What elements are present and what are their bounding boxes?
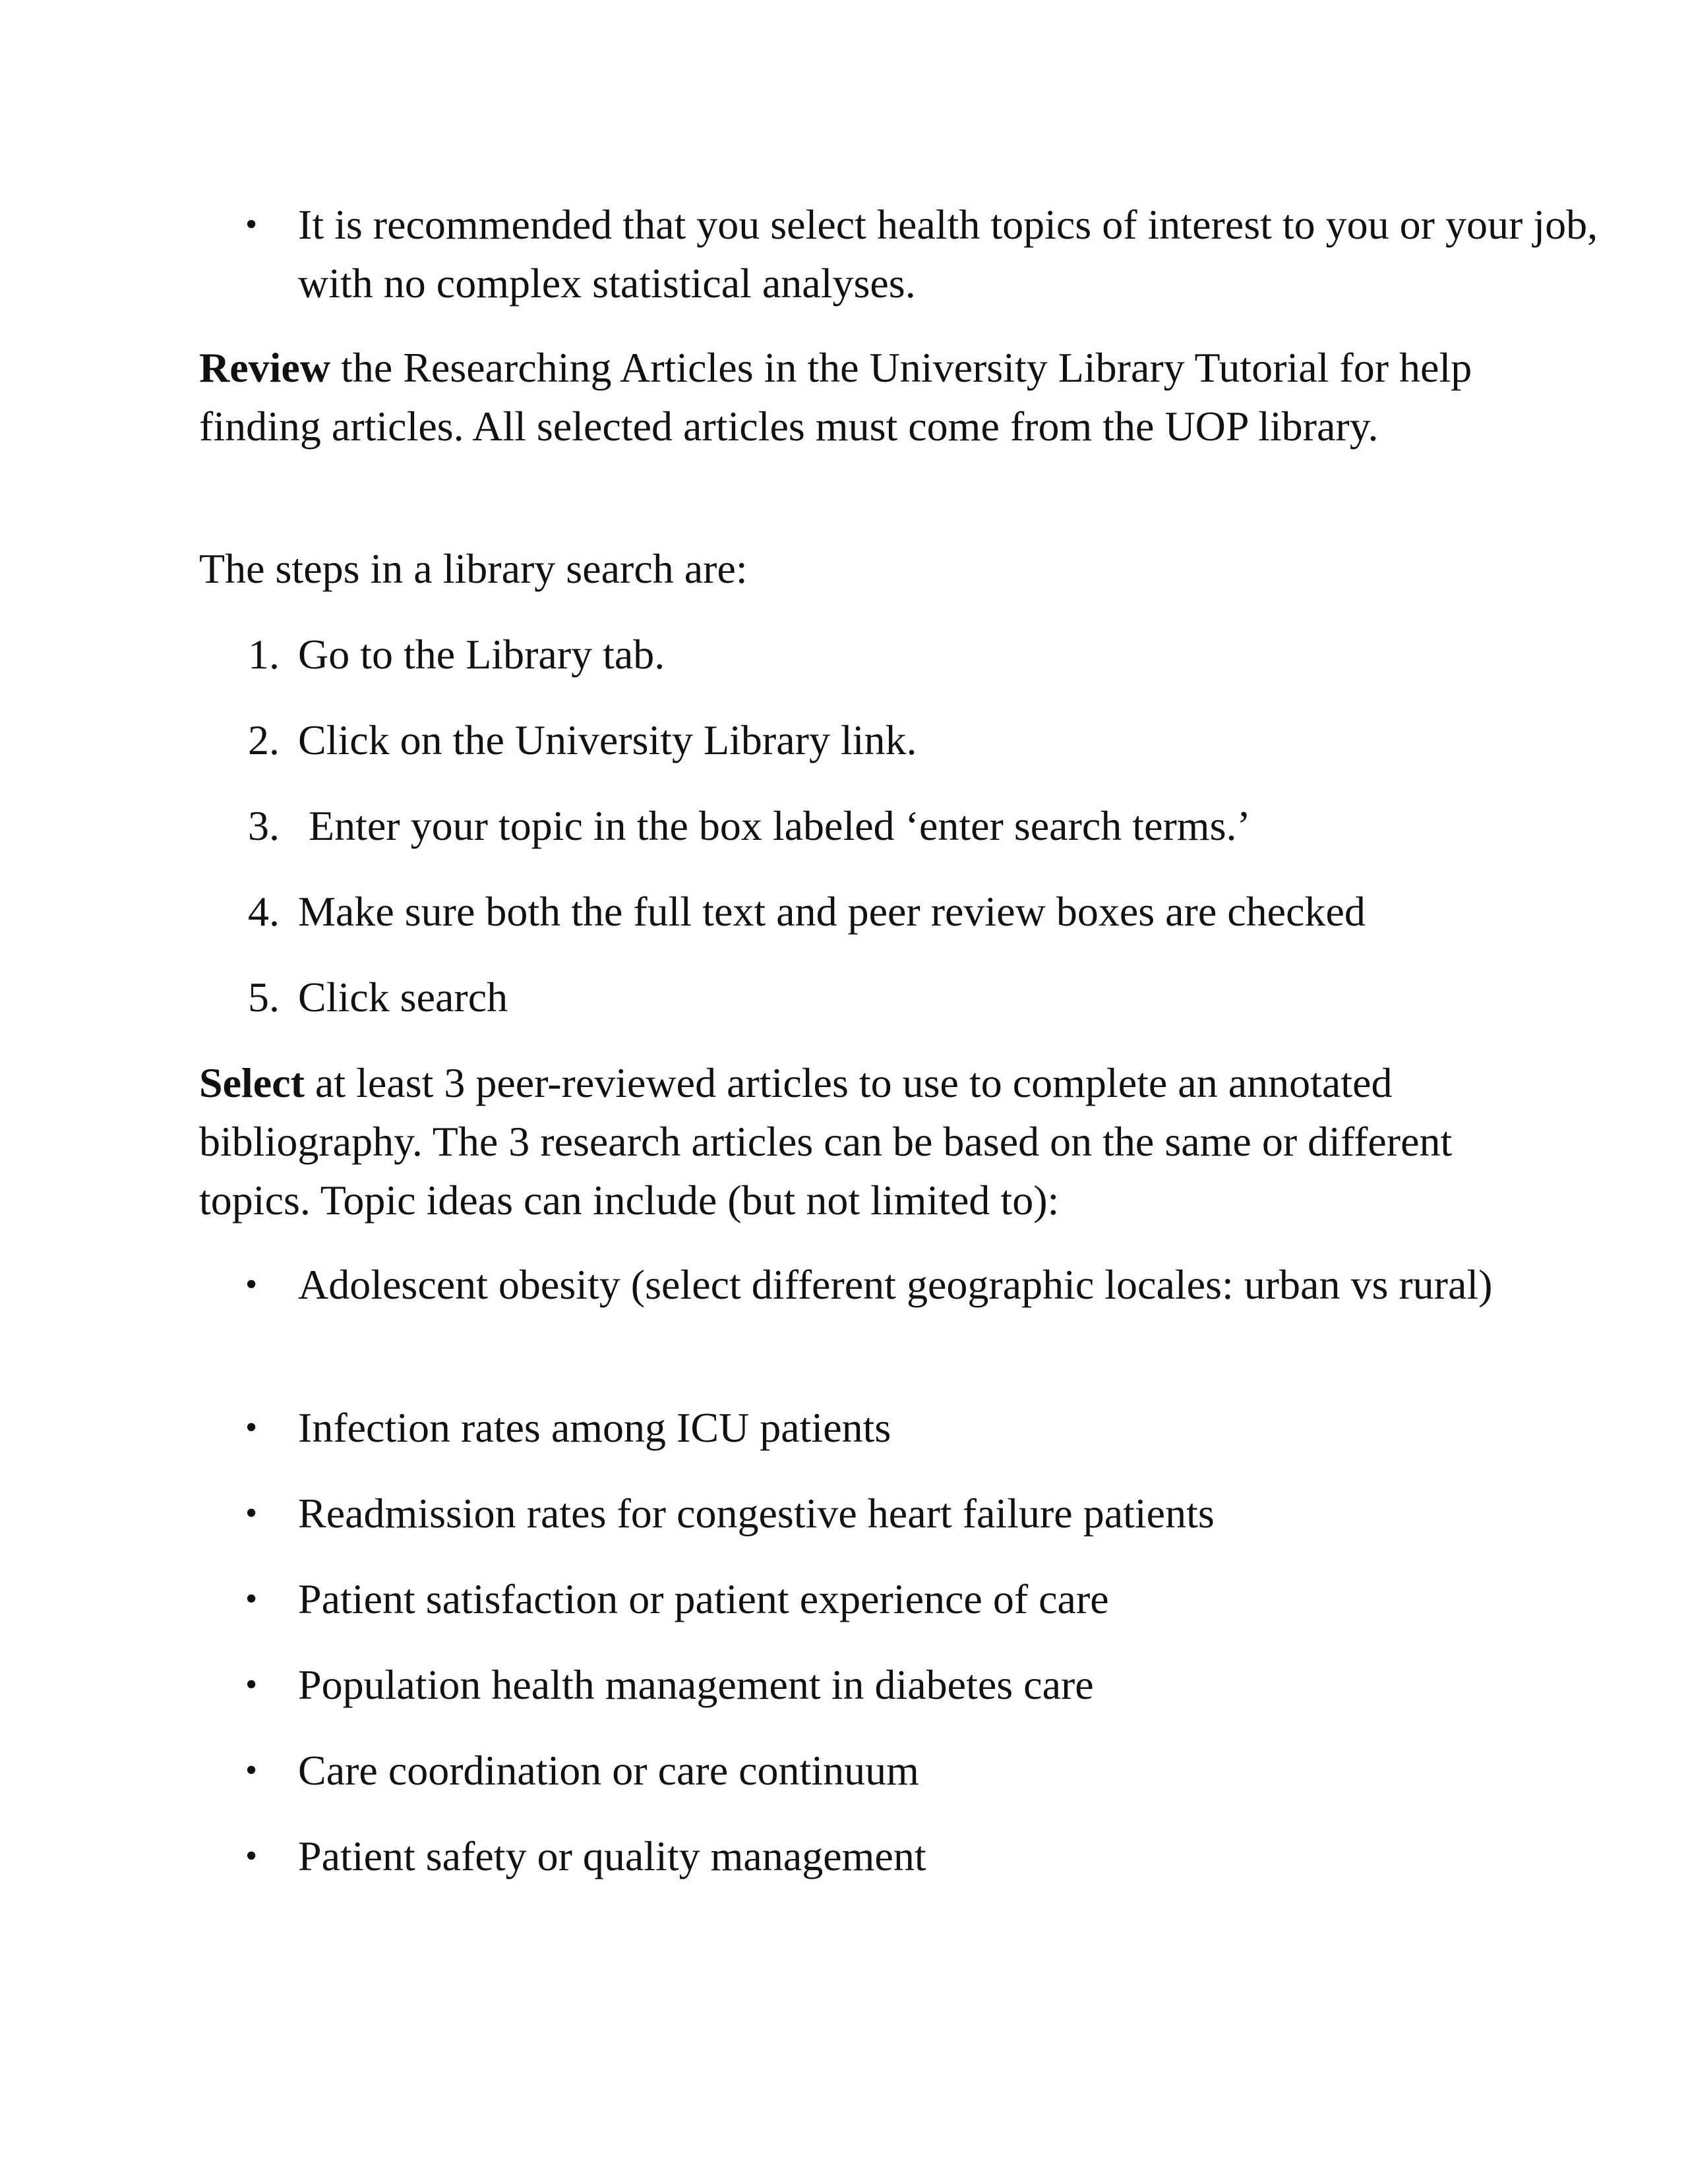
bullet-marker: •: [245, 1266, 258, 1303]
topic-text: Population health management in diabetes care: [298, 1661, 1094, 1708]
review-text: the Researching Articles in the University Library Tutorial for help finding articles. All selected articles must come from the UOP library.: [199, 344, 1472, 450]
step-number: 2.: [248, 717, 280, 763]
step-number: 5.: [248, 974, 280, 1020]
topic-text: Patient satisfaction or patient experience of care: [298, 1576, 1109, 1622]
topic-text: Readmission rates for congestive heart failure patients: [298, 1490, 1215, 1537]
bullet-marker: •: [245, 1580, 258, 1618]
step-number: 4.: [248, 888, 280, 935]
step-text: Click search: [298, 974, 508, 1020]
topic-text: Patient safety or quality management: [298, 1833, 926, 1879]
step-text: Enter your topic in the box labeled ‘enter search terms.’: [298, 802, 1251, 849]
review-paragraph: [199, 338, 1505, 456]
list-item-text: It is recommended that you select health topics of interest to you or your job, with no complex statistical analyses.: [298, 201, 1598, 307]
list-item: [199, 195, 1598, 312]
bullet-marker: •: [245, 1409, 258, 1446]
step-text: Make sure both the full text and peer review boxes are checked: [298, 888, 1366, 935]
steps-intro: The steps in a library search are:: [199, 545, 748, 592]
select-text: at least 3 peer-reviewed articles to use to complete an annotated bibliography. The 3 research articles can be based on the same or different topics. Topic ideas can include (but not limited to):: [199, 1059, 1453, 1224]
select-bold-label: Select: [199, 1059, 305, 1106]
bullet-marker: •: [245, 1752, 258, 1789]
review-bold-label: Review: [199, 344, 331, 391]
bullet-marker: •: [245, 206, 258, 243]
step-text: Go to the Library tab.: [298, 631, 665, 678]
topic-text: Adolescent obesity (select different geographic locales: urban vs rural): [298, 1261, 1493, 1308]
step-number: 3.: [248, 802, 280, 849]
bullet-marker: •: [245, 1666, 258, 1703]
step-text: Click on the University Library link.: [298, 717, 917, 763]
bullet-marker: •: [245, 1837, 258, 1875]
step-number: 1.: [248, 631, 280, 678]
topic-text: Care coordination or care continuum: [298, 1747, 919, 1794]
bullet-marker: •: [245, 1494, 258, 1532]
select-paragraph: [199, 1053, 1505, 1229]
topic-text: Infection rates among ICU patients: [298, 1404, 891, 1451]
